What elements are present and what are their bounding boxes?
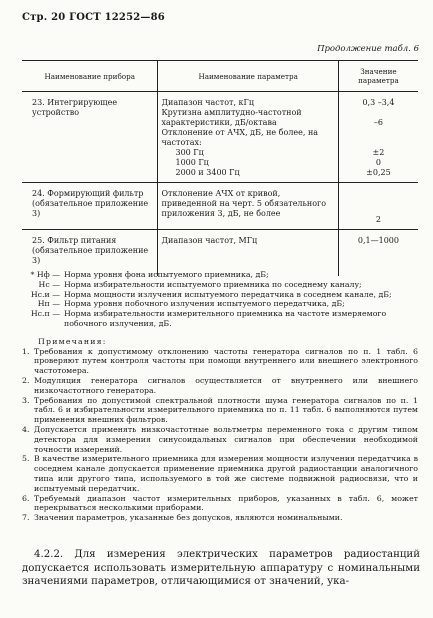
legend-item [22, 280, 418, 290]
parameter-cell: Диапазон частот, МГц [158, 230, 338, 277]
device-name: 25. Фильтр питания (обязательное приложение 3) [32, 236, 149, 265]
legend-text: Норма уровня фона испытуемого приемника, дБ; [64, 270, 269, 279]
legend-text: Норма избирательности измерительного приемника на частоте измеряемого побочного излучения, дБ. [64, 309, 387, 328]
note-item [22, 494, 418, 514]
note-text: Требования по допустимой спектральной плотности шума генератора сигналов по п. 1 табл. 6 и избирательности измерительного приемника по п. 11 табл. 6 выполняются путем применения внешних фильтров. [34, 395, 418, 425]
note-item [22, 425, 418, 454]
note-number: 4. [22, 424, 30, 434]
table-row [22, 92, 418, 183]
notes-section [22, 270, 418, 523]
note-text: Требуемый диапазон частот измерительных приборов, указанных в табл. 6, может перекрываться несколькими приборами. [34, 493, 418, 513]
note-item [22, 347, 418, 376]
legend-symbol: Нс — [38, 279, 60, 289]
note-item [22, 454, 418, 493]
legend-text: Норма уровня побочного излучения испытуемого передатчика, дБ; [64, 299, 345, 309]
note-number: 2. [22, 375, 30, 385]
legend-item [22, 299, 418, 309]
note-item [22, 513, 418, 523]
value-line: ±0,25 [366, 168, 391, 177]
parameter-cell: Отклонение АЧХ от кривой, приведенной на черт. 5 обязательного приложения 3, дБ, не более [158, 183, 338, 230]
parameters-table [22, 60, 418, 276]
value-line: 0,3 –3,4 [362, 98, 395, 107]
value-cell: 2 [338, 183, 418, 230]
note-number: 3. [22, 395, 30, 405]
table-header-row [22, 61, 418, 92]
legend-text: Норма избирательности испытуемого приемника по соседнему каналу; [64, 279, 362, 289]
note-text: Модуляция генератора сигналов осуществляется от внутреннего или внешнего низкочастотного генератора. [34, 375, 418, 395]
parameter-line: 1000 Гц [175, 158, 209, 167]
value-cell [338, 92, 418, 183]
value-line: –6 [373, 118, 383, 127]
note-item [22, 396, 418, 425]
note-text: Требования к допустимому отклонению частоты генератора сигналов по п. 1 табл. 6 проверяют путем контроля частоты при помощи внутреннего или внешнего электронного частотомера. [34, 346, 418, 376]
parameter-cell [158, 92, 338, 183]
body-paragraph [22, 548, 420, 589]
note-text: Значения параметров, указанные без допусков, являются номинальными. [34, 513, 343, 523]
note-number: 5. [22, 454, 30, 464]
legend-symbol: * Нф — [30, 270, 60, 279]
legend-item [22, 309, 418, 329]
device-name: 24. Формирующий фильтр (обязательное приложение 3) [22, 183, 158, 230]
value-line [342, 138, 415, 148]
value-cell: 0,1—1000 [338, 230, 418, 277]
table-row [22, 183, 418, 230]
column-header-parameter: Наименование параметра [158, 61, 338, 92]
value-line: 0 [375, 158, 381, 167]
legend-text: Норма мощности излучения испытуемого передатчика в соседнем канале, дБ; [64, 289, 392, 299]
legend-item [22, 270, 418, 280]
value-line: ±2 [372, 148, 385, 157]
paragraph-text: 4.2.2. Для измерения электрических параметров радиостанций допускается использовать измерительную аппаратуру с номинальными значениями параметров, отличающимися от значений, ука- [22, 549, 420, 587]
column-header-device: Наименование прибора [22, 61, 158, 92]
table-continuation-label: Продолжение табл. 6 [317, 44, 419, 54]
legend-symbol: Нс.п — [30, 309, 60, 319]
column-header-value: Значение параметра [338, 61, 418, 92]
note-item [22, 376, 418, 396]
parameter-line: 300 Гц [175, 148, 204, 157]
parameter-line: Крутизна амплитудно-частотной характеристики, дБ/октава [161, 108, 302, 127]
note-number: 1. [22, 346, 30, 356]
parameter-line: Отклонение от АЧХ, дБ, не более, на частотах: [161, 128, 319, 147]
device-name: 23. Интегрирующее устройство [22, 92, 158, 183]
parameter-line: 2000 и 3400 Гц [175, 168, 240, 177]
notes-title: Примечания: [38, 336, 107, 346]
legend-item [22, 290, 418, 300]
parameter-line: Диапазон частот, кГц [161, 98, 254, 107]
legend-symbol: Нп — [37, 299, 60, 309]
legend-symbol: Нс.и — [30, 289, 60, 299]
note-number: 6. [22, 493, 30, 503]
note-number: 7. [22, 513, 30, 523]
note-text: В качестве измерительного приемника для измерения мощности излучения передатчика в соседнем канале допускается применение приемника другой радиостанции аналогичного типа или другого типа, используемого в той же системе подвижной радиосвязи, что и испытуемый передатчик. [34, 454, 418, 493]
page-header: Стр. 20 ГОСТ 12252—86 [22, 12, 165, 23]
note-text: Допускается применять низкочастотные вольтметры переменного тока с другим типом детектора для измерения синусоидальных сигналов при обеспечении необходимой точности измерений. [34, 424, 418, 454]
